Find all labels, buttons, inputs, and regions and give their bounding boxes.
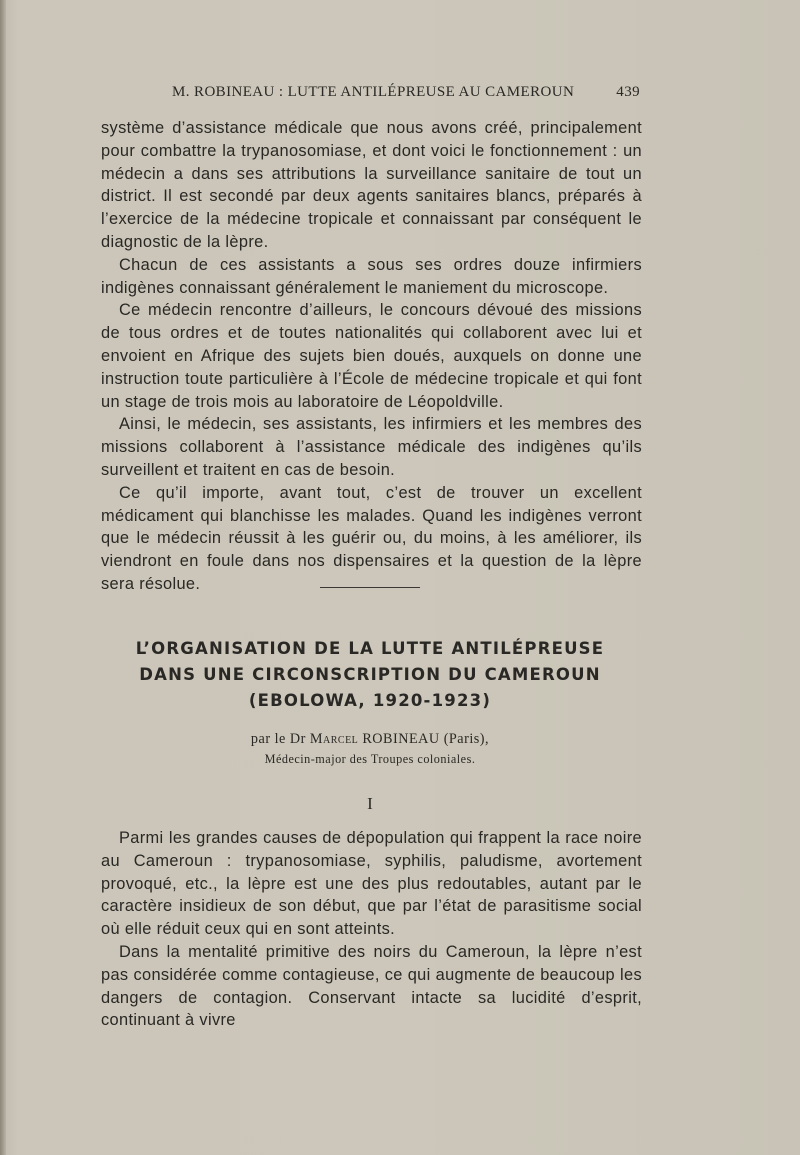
author-last-name: ROBINEAU (Paris), bbox=[362, 731, 490, 747]
running-title: M. ROBINEAU : LUTTE ANTILÉPREUSE AU CAMEROUN bbox=[172, 84, 575, 100]
binding-edge bbox=[0, 0, 6, 1155]
paragraph: Ainsi, le médecin, ses assistants, les infirmiers et les membres des missions collaborent à l’assistance médicale des indigènes qu’ils surveillent et traitent en cas de besoin. bbox=[101, 415, 642, 479]
author-affiliation: Médecin-major des Troupes coloniales. bbox=[264, 752, 476, 766]
continued-text bbox=[101, 117, 642, 596]
section-divider bbox=[320, 587, 420, 588]
running-header bbox=[172, 84, 642, 106]
author-first-name: Marcel bbox=[309, 731, 359, 747]
author-prefix: par le Dr bbox=[250, 731, 306, 747]
paragraph: Parmi les grandes causes de dépopulation qui frappent la race noire au Cameroun : trypanosomiase, syphilis, paludisme, avortement provoqué, etc., la lèpre est une des plus redoutables, autant par le caractère insidieux de son début, que par l’état de parasitisme social où elle réduit ceux qui en sont atteints. bbox=[101, 829, 642, 939]
title-line: L’ORGANISATION DE LA LUTTE ANTILÉPREUSE bbox=[135, 639, 605, 658]
title-line: (EBOLOWA, 1920-1923) bbox=[248, 691, 492, 710]
article-body bbox=[101, 827, 642, 1032]
paragraph: Ce qu’il importe, avant tout, c’est de trouver un excellent médicament qui blanchisse les malades. Quand les indigènes verront que le médecin réussit à les guérir ou, du moins, à les améliorer, ils viendront en foule dans nos dispensaires et la question de la lèpre sera résolue. bbox=[101, 483, 642, 593]
article-title bbox=[100, 636, 640, 714]
paragraph: Dans la mentalité primitive des noirs du Cameroun, la lèpre n’est pas considérée comme contagieuse, ce qui augmente de beaucoup les dangers de contagion. Conservant intacte sa lucidité d’esprit, continuant à vivre bbox=[101, 942, 642, 1030]
paragraph: Chacun de ces assistants a sous ses ordres douze infirmiers indigènes connaissant généralement le maniement du microscope. bbox=[101, 255, 642, 297]
page-number: 439 bbox=[616, 84, 640, 100]
paragraph: système d’assistance médicale que nous avons créé, principalement pour combattre la trypanosomiase, et dont voici le fonctionnement : un médecin a dans ses attributions la surveillance sanitaire de tout un district. Il est secondé par deux agents sanitaires blancs, préparés à l’exercice de la médecine tropicale et connaissant par conséquent le diagnostic de la lèpre. bbox=[101, 119, 642, 251]
paragraph: Ce médecin rencontre d’ailleurs, le concours dévoué des missions de tous ordres et de toutes nationalités qui collaborent avec lui et envoient en Afrique des sujets bien doués, auxquels on donne une instruction toute particulière à l’École de médecine tropicale et qui font un stage de trois mois au laboratoire de Léopoldville. bbox=[101, 301, 642, 411]
article-author bbox=[100, 731, 640, 748]
title-line: DANS UNE CIRCONSCRIPTION DU CAMEROUN bbox=[139, 665, 601, 684]
section-number: I bbox=[367, 794, 373, 813]
